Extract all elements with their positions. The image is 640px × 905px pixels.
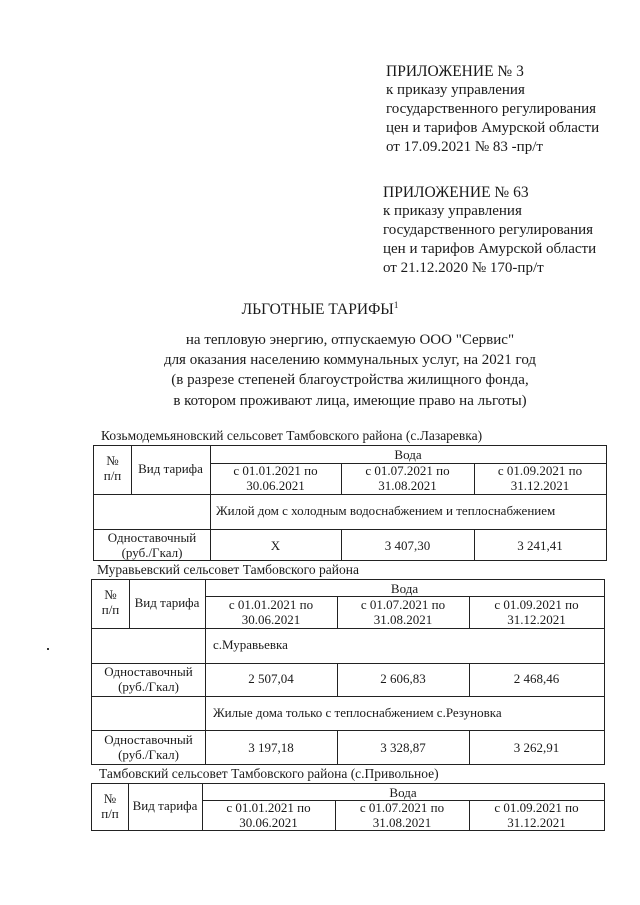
subtitle-line: для оказания населению коммунальных услуг, на 2021 год [163, 352, 537, 368]
appendix-block-1 [386, 62, 599, 157]
tariff-value: 2 606,83 [380, 671, 426, 686]
title-footnote-mark: 1 [393, 300, 399, 310]
document-title-text: ЛЬГОТНЫЕ ТАРИФЫ [241, 301, 394, 318]
appendix-2-line: государственного регулирования [383, 222, 594, 238]
category-row-label: Жилой дом с холодным водоснабжением и теплоснабжением [216, 503, 556, 518]
header-period-2: с 01.07.2021 по 31.08.2021 [359, 800, 445, 830]
appendix-1-line: от 17.09.2021 № 83 -пр/т [386, 139, 543, 155]
header-period-2: с 01.07.2021 по 31.08.2021 [365, 463, 450, 493]
tariff-value: 3 262,91 [513, 740, 560, 755]
category-row-label: с.Муравьевка [213, 637, 288, 652]
header-period-1: с 01.01.2021 по 30.06.2021 [233, 463, 318, 493]
header-number-cell: № п/п [101, 587, 120, 617]
tariff-table-1 [93, 445, 607, 561]
section-heading: Муравьевский сельсовет Тамбовского района [97, 562, 359, 577]
header-period-1: с 01.01.2021 по 30.06.2021 [226, 800, 311, 830]
header-period-2: с 01.07.2021 по 31.08.2021 [360, 597, 446, 627]
subtitle-line: в котором проживают лица, имеющие право на льготы) [173, 393, 527, 409]
header-tariff-type: Вид тарифа [134, 595, 200, 610]
tariff-value: 3 241,41 [517, 538, 563, 553]
header-period-3: с 01.09.2021 по 31.12.2021 [494, 800, 579, 830]
tariff-value: 3 197,18 [248, 740, 294, 755]
tariff-value: 2 468,46 [513, 671, 560, 686]
appendix-1-heading: ПРИЛОЖЕНИЕ № 3 [386, 63, 524, 80]
category-row-label: Жилые дома только с теплоснабжением с.Резуновка [213, 705, 502, 720]
tariff-table-2 [91, 579, 605, 765]
header-number-cell: № п/п [101, 791, 119, 821]
appendix-2-line: от 21.12.2020 № 170-пр/т [383, 260, 544, 276]
tariff-label-cell: Одноставочный (руб./Гкал) [107, 530, 197, 560]
section-heading: Тамбовский сельсовет Тамбовского района (с.Привольное) [99, 766, 439, 781]
header-period-1: с 01.01.2021 по 30.06.2021 [228, 597, 314, 627]
header-water-group: Вода [389, 785, 417, 800]
header-number-cell: № п/п [103, 453, 122, 483]
subtitle-line: (в разрезе степеней благоустройства жилищного фонда, [171, 372, 529, 388]
header-water-group: Вода [390, 581, 419, 596]
header-tariff-type: Вид тарифа [132, 798, 198, 813]
header-water-group: Вода [394, 447, 422, 462]
appendix-2-line: к приказу управления [383, 203, 522, 219]
header-period-3: с 01.09.2021 по 31.12.2021 [497, 463, 583, 493]
tariff-value: 3 328,87 [380, 740, 426, 755]
appendix-1-line: к приказу управления [386, 82, 525, 98]
tariff-label-cell: Одноставочный (руб./Гкал) [104, 732, 193, 762]
tariff-value: 3 407,30 [384, 538, 431, 553]
appendix-block-2 [383, 183, 596, 278]
appendix-2-line: цен и тарифов Амурской области [383, 241, 597, 257]
header-period-3: с 01.09.2021 по 31.12.2021 [494, 597, 579, 627]
tariff-value: Х [270, 538, 281, 553]
stray-mark [47, 648, 49, 650]
appendix-1-line: цен и тарифов Амурской области [386, 120, 600, 136]
tariff-label-cell: Одноставочный (руб./Гкал) [104, 664, 193, 694]
tariff-table-3 [91, 783, 605, 831]
section-heading: Козьмодемьяновский сельсовет Тамбовского района (с.Лазаревка) [101, 428, 483, 443]
appendix-1-line: государственного регулирования [386, 101, 597, 117]
appendix-2-heading: ПРИЛОЖЕНИЕ № 63 [383, 184, 529, 201]
subtitle-line: на тепловую энергию, отпускаемую ООО "Сервис" [185, 332, 515, 348]
tariff-value: 2 507,04 [248, 671, 294, 686]
header-tariff-type: Вид тарифа [138, 461, 203, 476]
document-title [0, 300, 640, 319]
